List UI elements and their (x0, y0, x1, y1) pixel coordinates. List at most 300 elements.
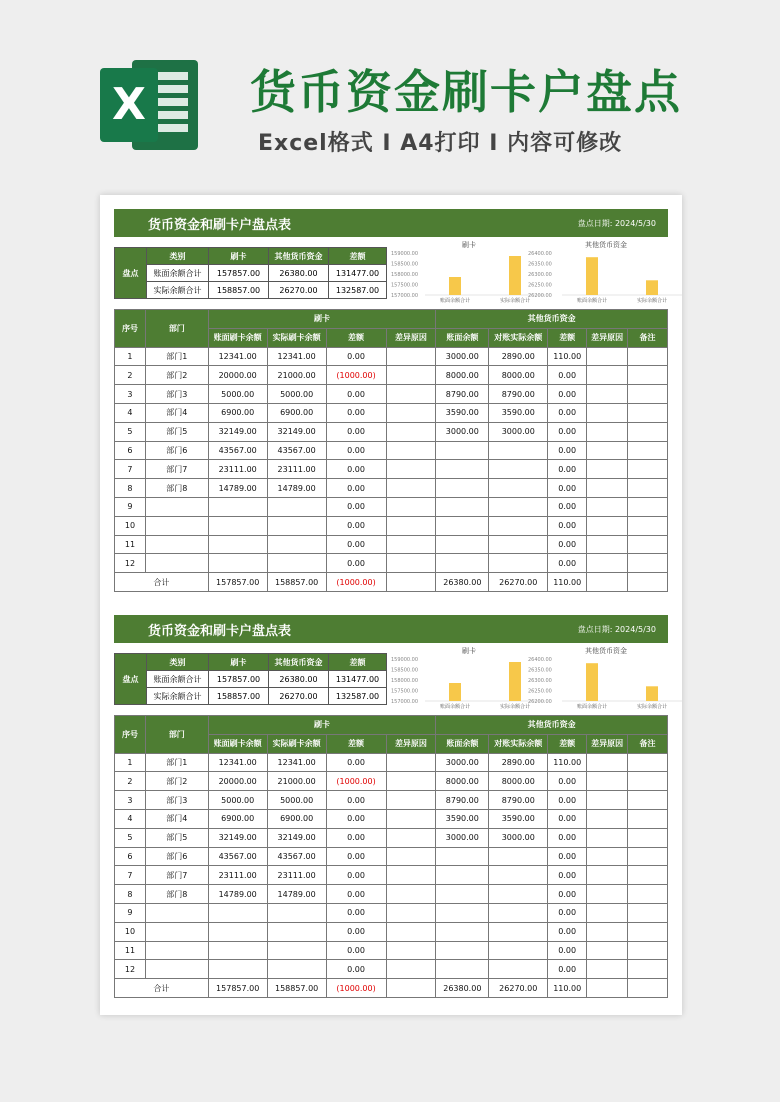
table-cell (489, 460, 548, 479)
table-cell: 12 (115, 960, 146, 979)
table-cell: 0.00 (548, 772, 587, 791)
table-cell (436, 516, 489, 535)
y-tick-label: 157500.00 (391, 282, 419, 289)
table-cell (628, 460, 668, 479)
table-cell (436, 922, 489, 941)
table-row (115, 535, 668, 554)
table-cell (267, 941, 326, 960)
sub-header: 对账实际余额 (489, 328, 548, 347)
table-row (115, 922, 668, 941)
table-cell: 12341.00 (208, 347, 267, 366)
header-dept: 部门 (145, 716, 208, 754)
table-cell: 0.00 (326, 828, 386, 847)
y-tick-label: 158000.00 (391, 678, 419, 684)
table-cell: 8000.00 (489, 366, 548, 385)
table-cell: 6900.00 (208, 809, 267, 828)
sub-header: 差异原因 (587, 328, 628, 347)
main-table (114, 309, 668, 592)
total-row (115, 979, 668, 998)
sub-header: 差额 (326, 734, 386, 753)
table-cell (628, 903, 668, 922)
other-funds-bar-chart (526, 239, 686, 309)
table-cell (587, 441, 628, 460)
summary-table (114, 247, 387, 299)
total-cell: (1000.00) (326, 573, 386, 592)
table-cell (587, 554, 628, 573)
table-cell (208, 960, 267, 979)
table-cell: 8790.00 (436, 385, 489, 404)
summary-cell: 132587.00 (329, 688, 387, 705)
x-tick-label: 实际余额合计 (636, 704, 668, 710)
summary-header: 差额 (329, 248, 387, 265)
bar (586, 663, 598, 701)
table-cell: 4 (115, 809, 146, 828)
summary-cell: 158857.00 (209, 688, 269, 705)
table-cell (628, 772, 668, 791)
y-tick-label: 159000.00 (391, 657, 419, 663)
table-cell: 0.00 (326, 941, 386, 960)
table-row (115, 753, 668, 772)
table-cell (436, 441, 489, 460)
table-cell: 43567.00 (208, 441, 267, 460)
table-cell: 部门6 (145, 441, 208, 460)
table-row (115, 866, 668, 885)
x-tick-label: 实际余额合计 (499, 298, 531, 304)
summary-cell: 26270.00 (269, 688, 329, 705)
table-cell (208, 535, 267, 554)
table-cell: 23111.00 (267, 460, 326, 479)
table-cell (386, 828, 436, 847)
y-tick-label: 157000.00 (391, 699, 419, 705)
table-cell (145, 960, 208, 979)
total-cell (587, 573, 628, 592)
table-cell (587, 385, 628, 404)
table-cell: 0.00 (548, 960, 587, 979)
table-cell (386, 847, 436, 866)
header-group-card: 刷卡 (208, 310, 436, 329)
document-paper (100, 195, 682, 1015)
table-cell (628, 791, 668, 810)
table-cell: 23111.00 (208, 460, 267, 479)
table-cell: (1000.00) (326, 366, 386, 385)
header-group-other: 其他货币资金 (436, 716, 668, 735)
table-cell (386, 385, 436, 404)
table-cell: 0.00 (326, 497, 386, 516)
table-cell (489, 885, 548, 904)
table-cell: 14789.00 (208, 479, 267, 498)
table-cell (386, 809, 436, 828)
table-cell (386, 941, 436, 960)
table-cell (145, 516, 208, 535)
table-cell (386, 479, 436, 498)
table-row (115, 516, 668, 535)
y-tick-label: 26200.00 (528, 293, 552, 299)
table-cell: 3 (115, 385, 146, 404)
total-cell (628, 573, 668, 592)
sub-header: 实际刷卡余额 (267, 734, 326, 753)
table-cell (628, 403, 668, 422)
table-cell: 8000.00 (436, 366, 489, 385)
table-cell: 部门4 (145, 403, 208, 422)
excel-logo-icon: X (100, 60, 200, 150)
y-tick-label: 158500.00 (391, 261, 419, 268)
table-cell: 0.00 (548, 847, 587, 866)
table-cell: 0.00 (548, 791, 587, 810)
x-tick-label: 账面余额合计 (576, 298, 608, 304)
total-cell: 26380.00 (436, 573, 489, 592)
table-row (115, 828, 668, 847)
table-cell: 1 (115, 347, 146, 366)
table-row (115, 941, 668, 960)
table-cell: 8 (115, 479, 146, 498)
table-cell: 110.00 (548, 753, 587, 772)
table-cell: 0.00 (548, 441, 587, 460)
table-cell: 4 (115, 403, 146, 422)
total-cell: 157857.00 (208, 573, 267, 592)
table-cell (587, 479, 628, 498)
table-cell (628, 922, 668, 941)
table-cell (386, 554, 436, 573)
table-cell: 3000.00 (436, 828, 489, 847)
table-cell: 2 (115, 366, 146, 385)
table-cell (587, 866, 628, 885)
table-cell: 8790.00 (489, 385, 548, 404)
other-funds-bar-chart (526, 645, 686, 715)
table-cell: 43567.00 (208, 847, 267, 866)
sheet-title-bar (114, 615, 668, 643)
table-cell (386, 441, 436, 460)
table-cell: 0.00 (548, 479, 587, 498)
table-cell: 0.00 (326, 960, 386, 979)
total-cell: 158857.00 (267, 979, 326, 998)
table-cell (628, 441, 668, 460)
total-cell: 157857.00 (208, 979, 267, 998)
table-cell (587, 460, 628, 479)
table-cell: 5000.00 (267, 385, 326, 404)
table-cell (386, 497, 436, 516)
y-tick-label: 26350.00 (528, 261, 552, 268)
sub-header: 账面刷卡余额 (208, 734, 267, 753)
table-cell: 0.00 (326, 422, 386, 441)
table-cell: 6900.00 (267, 809, 326, 828)
table-cell (628, 497, 668, 516)
summary-row-label: 盘点 (115, 248, 147, 299)
table-cell (436, 960, 489, 979)
table-cell (587, 772, 628, 791)
sub-header: 差异原因 (386, 734, 436, 753)
y-tick-label: 158500.00 (391, 667, 419, 674)
summary-cell: 158857.00 (209, 282, 269, 299)
table-cell: 21000.00 (267, 772, 326, 791)
table-cell: 11 (115, 535, 146, 554)
total-cell: 26270.00 (489, 573, 548, 592)
sub-header: 备注 (628, 734, 668, 753)
table-cell (386, 516, 436, 535)
table-cell (267, 960, 326, 979)
sheet-date: 盘点日期: 2024/5/30 (577, 218, 656, 228)
table-cell: 0.00 (326, 809, 386, 828)
table-cell (489, 847, 548, 866)
table-cell: 0.00 (326, 847, 386, 866)
header-group-card: 刷卡 (208, 716, 436, 735)
total-cell: 110.00 (548, 979, 587, 998)
main-table (114, 715, 668, 998)
table-cell: 部门1 (145, 347, 208, 366)
table-cell (489, 922, 548, 941)
table-cell (267, 516, 326, 535)
table-cell: 3590.00 (489, 809, 548, 828)
y-tick-label: 26300.00 (528, 678, 552, 684)
table-cell (489, 554, 548, 573)
table-row (115, 366, 668, 385)
table-cell: 部门6 (145, 847, 208, 866)
summary-table (114, 653, 387, 705)
table-cell (489, 535, 548, 554)
table-cell: 0.00 (326, 347, 386, 366)
bar (646, 280, 658, 295)
table-cell: 0.00 (548, 922, 587, 941)
table-cell: 7 (115, 460, 146, 479)
table-cell: 部门2 (145, 772, 208, 791)
table-cell: 32149.00 (267, 422, 326, 441)
table-cell (208, 497, 267, 516)
table-cell (145, 554, 208, 573)
table-cell: 部门2 (145, 366, 208, 385)
table-cell: 0.00 (326, 753, 386, 772)
total-cell: 26270.00 (489, 979, 548, 998)
table-cell (587, 753, 628, 772)
table-cell (628, 941, 668, 960)
table-cell (386, 772, 436, 791)
y-tick-label: 26250.00 (528, 688, 552, 695)
table-cell: 20000.00 (208, 772, 267, 791)
table-cell (587, 828, 628, 847)
table-cell (587, 922, 628, 941)
table-cell (628, 535, 668, 554)
table-cell (208, 922, 267, 941)
table-cell (628, 885, 668, 904)
table-cell (386, 922, 436, 941)
table-cell (587, 791, 628, 810)
table-cell: 部门3 (145, 385, 208, 404)
table-cell (267, 922, 326, 941)
sheet-title: 货币资金和刷卡户盘点表 (148, 623, 292, 639)
table-cell: 0.00 (326, 922, 386, 941)
table-cell (208, 554, 267, 573)
table-cell: 6 (115, 441, 146, 460)
sheet-2 (114, 615, 668, 993)
table-cell (386, 903, 436, 922)
table-cell: 0.00 (326, 866, 386, 885)
table-cell: 8790.00 (436, 791, 489, 810)
table-cell (386, 422, 436, 441)
chart-svg (389, 645, 549, 715)
table-cell: (1000.00) (326, 772, 386, 791)
total-cell (628, 979, 668, 998)
x-tick-label: 实际余额合计 (499, 704, 531, 710)
table-cell (386, 753, 436, 772)
summary-cell: 131477.00 (329, 265, 387, 282)
table-cell: 10 (115, 516, 146, 535)
table-cell (386, 347, 436, 366)
table-cell (208, 903, 267, 922)
table-cell: 12 (115, 554, 146, 573)
table-cell (436, 497, 489, 516)
summary-header: 其他货币资金 (269, 248, 329, 265)
bar (449, 277, 461, 295)
chart-title: 其他货币资金 (585, 647, 627, 655)
table-cell (587, 941, 628, 960)
table-cell (587, 516, 628, 535)
sub-header: 差额 (548, 734, 587, 753)
table-cell (386, 403, 436, 422)
table-cell: 0.00 (548, 554, 587, 573)
total-cell: (1000.00) (326, 979, 386, 998)
summary-header: 类别 (147, 248, 209, 265)
table-cell: 0.00 (548, 809, 587, 828)
table-cell (587, 366, 628, 385)
table-cell (145, 535, 208, 554)
table-cell: 0.00 (548, 460, 587, 479)
summary-cell: 实际余额合计 (147, 688, 209, 705)
table-cell: 20000.00 (208, 366, 267, 385)
table-cell: 9 (115, 497, 146, 516)
table-cell: 14789.00 (267, 479, 326, 498)
table-cell: 0.00 (326, 441, 386, 460)
table-cell: 0.00 (548, 941, 587, 960)
table-cell: 0.00 (548, 366, 587, 385)
table-cell: 3590.00 (489, 403, 548, 422)
total-cell: 158857.00 (267, 573, 326, 592)
table-row (115, 422, 668, 441)
bar (586, 257, 598, 295)
table-cell (489, 441, 548, 460)
summary-row-label: 盘点 (115, 654, 147, 705)
table-cell (628, 847, 668, 866)
table-cell: 部门1 (145, 753, 208, 772)
page-title: 货币资金刷卡户盘点 (250, 65, 682, 119)
table-cell: 14789.00 (267, 885, 326, 904)
table-cell: 43567.00 (267, 441, 326, 460)
summary-header: 刷卡 (209, 654, 269, 671)
table-cell: 110.00 (548, 347, 587, 366)
table-cell (436, 479, 489, 498)
table-cell (386, 535, 436, 554)
table-cell: 部门7 (145, 866, 208, 885)
bar (509, 256, 521, 295)
table-row (115, 847, 668, 866)
y-tick-label: 159000.00 (391, 251, 419, 257)
header-dept: 部门 (145, 310, 208, 348)
sub-header: 差异原因 (386, 328, 436, 347)
table-cell: 12341.00 (208, 753, 267, 772)
table-row (115, 903, 668, 922)
table-cell: 9 (115, 903, 146, 922)
table-cell (587, 422, 628, 441)
table-cell (587, 403, 628, 422)
table-cell: 32149.00 (208, 828, 267, 847)
table-cell: 12341.00 (267, 753, 326, 772)
chart-title: 其他货币资金 (585, 241, 627, 249)
table-cell (386, 960, 436, 979)
chart-svg (526, 239, 686, 309)
summary-header: 差额 (329, 654, 387, 671)
table-cell (436, 460, 489, 479)
table-cell (489, 903, 548, 922)
table-cell: 部门8 (145, 885, 208, 904)
table-cell: 10 (115, 922, 146, 941)
y-tick-label: 26400.00 (528, 251, 552, 257)
table-cell (587, 960, 628, 979)
table-cell: 6900.00 (267, 403, 326, 422)
table-cell: 3 (115, 791, 146, 810)
table-cell: 0.00 (548, 903, 587, 922)
table-cell (386, 866, 436, 885)
sub-header: 账面余额 (436, 734, 489, 753)
table-cell: 0.00 (326, 554, 386, 573)
y-tick-label: 26400.00 (528, 657, 552, 663)
table-cell: 1 (115, 753, 146, 772)
sheet-title-bar (114, 209, 668, 237)
table-cell: 0.00 (548, 866, 587, 885)
table-cell: 3000.00 (436, 422, 489, 441)
summary-cell: 131477.00 (329, 671, 387, 688)
table-cell: 0.00 (548, 422, 587, 441)
table-cell: 0.00 (326, 385, 386, 404)
table-cell (628, 516, 668, 535)
table-row (115, 460, 668, 479)
table-cell: 0.00 (548, 516, 587, 535)
sub-header: 账面刷卡余额 (208, 328, 267, 347)
card-bar-chart (389, 645, 549, 715)
total-cell (386, 979, 436, 998)
y-tick-label: 26250.00 (528, 282, 552, 289)
x-tick-label: 实际余额合计 (636, 298, 668, 304)
table-cell: 部门7 (145, 460, 208, 479)
table-row (115, 441, 668, 460)
table-cell: 6900.00 (208, 403, 267, 422)
table-cell (587, 535, 628, 554)
table-cell (587, 903, 628, 922)
sub-header: 差额 (326, 328, 386, 347)
table-row (115, 479, 668, 498)
table-cell (436, 554, 489, 573)
table-cell (489, 516, 548, 535)
table-cell: 8000.00 (489, 772, 548, 791)
sub-header: 差异原因 (587, 734, 628, 753)
table-cell: 3000.00 (436, 347, 489, 366)
table-cell: 2890.00 (489, 753, 548, 772)
table-cell: 0.00 (326, 903, 386, 922)
table-cell: 3590.00 (436, 809, 489, 828)
sheet-date: 盘点日期: 2024/5/30 (577, 624, 656, 634)
table-row (115, 960, 668, 979)
chart-title: 刷卡 (462, 241, 476, 249)
table-row (115, 809, 668, 828)
table-cell: 6 (115, 847, 146, 866)
table-cell: 3590.00 (436, 403, 489, 422)
summary-area (114, 647, 668, 715)
total-cell: 合计 (115, 573, 209, 592)
y-tick-label: 158000.00 (391, 272, 419, 278)
table-cell (267, 535, 326, 554)
table-cell: 3000.00 (489, 828, 548, 847)
table-cell (587, 347, 628, 366)
table-cell: 5000.00 (208, 385, 267, 404)
table-cell: 11 (115, 941, 146, 960)
summary-cell: 实际余额合计 (147, 282, 209, 299)
table-cell (587, 885, 628, 904)
